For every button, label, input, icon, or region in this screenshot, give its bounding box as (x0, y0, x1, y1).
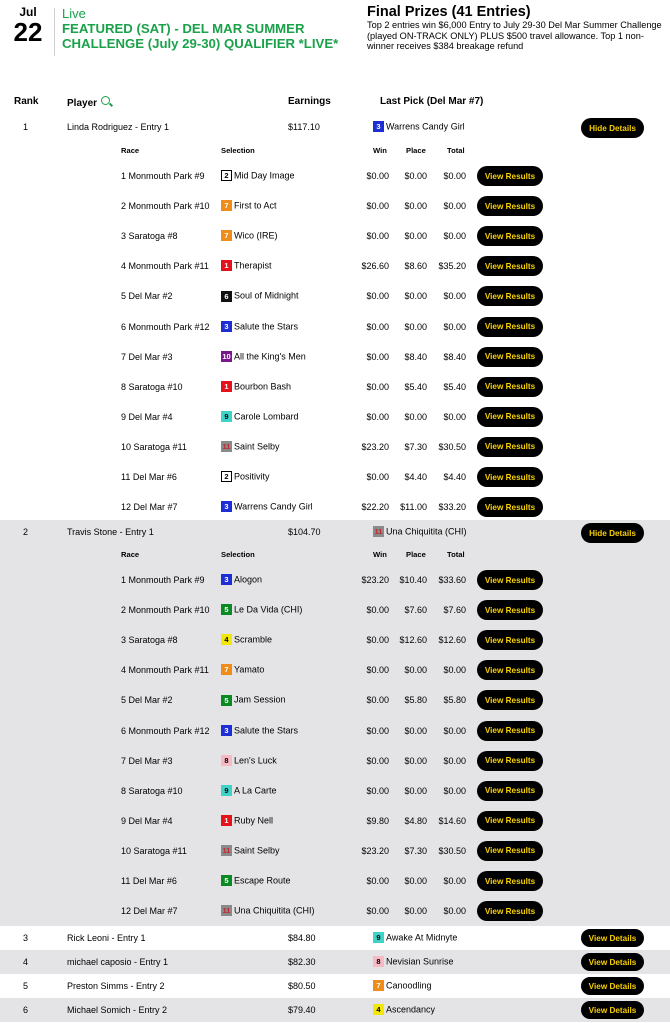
race-win: $0.00 (366, 381, 389, 392)
race-win: $0.00 (366, 906, 389, 917)
last-pick-horse: Canoodling (386, 980, 432, 991)
selection-horse: Saint Selby (234, 441, 280, 452)
race-win: $26.60 (361, 261, 389, 272)
program-number-badge: 7 (221, 200, 232, 211)
program-number-badge: 7 (373, 980, 384, 991)
date-day: 22 (13, 17, 43, 47)
race-selection (221, 664, 264, 675)
view-results-button[interactable]: View Results (477, 256, 543, 276)
win-subheader: Win (373, 146, 387, 155)
race-selection (221, 694, 286, 705)
entry-rank: 6 (23, 1005, 29, 1015)
view-results-button[interactable]: View Results (477, 286, 543, 306)
view-details-button[interactable]: View Details (581, 953, 644, 971)
program-number-badge: 1 (221, 260, 232, 271)
view-results-button[interactable]: View Results (477, 437, 543, 457)
selection-horse: Le Da Vida (CHI) (234, 604, 303, 615)
selection-horse: Escape Route (234, 875, 291, 886)
race-win: $0.00 (366, 725, 389, 736)
selection-horse: Warrens Candy Girl (234, 501, 313, 512)
race-place: $7.30 (404, 845, 427, 856)
race-total: $35.20 (438, 261, 466, 272)
view-details-button[interactable]: View Details (581, 977, 644, 995)
program-number-badge: 9 (221, 785, 232, 796)
entry-earnings: $104.70 (288, 527, 321, 537)
search-icon[interactable] (101, 96, 110, 105)
entry-row (0, 926, 670, 950)
race-win: $22.20 (361, 502, 389, 513)
race-name: 4 Monmouth Park #11 (121, 261, 209, 272)
race-selection (221, 725, 298, 736)
last-pick-horse: Awake At Midnyte (386, 932, 458, 943)
race-name: 4 Monmouth Park #11 (121, 665, 209, 676)
program-number-badge: 9 (373, 932, 384, 943)
entry-last-pick (373, 956, 454, 967)
selection-horse: Alogon (234, 574, 263, 585)
program-number-badge: 5 (221, 695, 232, 706)
program-number-badge: 11 (222, 846, 231, 856)
entry-earnings: $80.50 (288, 981, 316, 991)
race-win: $0.00 (366, 411, 389, 422)
program-number-badge: 7 (221, 664, 232, 675)
race-place: $0.00 (404, 785, 427, 796)
race-total: $0.00 (443, 171, 466, 181)
race-name: 10 Saratoga #11 (121, 441, 187, 452)
race-total: $4.40 (443, 472, 466, 482)
race-place: $0.00 (404, 876, 427, 886)
race-place: $5.80 (404, 695, 427, 706)
prizes-description: Top 2 entries win $6,000 Entry to July 29-30 Del Mar Summer Challenge (played ON-TRACK ONLY) PLUS $500 travel allowance. Top 1 non-winner receives $384 breakage refund (367, 20, 662, 51)
view-results-button[interactable]: View Results (477, 166, 543, 186)
view-results-button[interactable]: View Results (477, 630, 543, 650)
race-name: 3 Saratoga #8 (121, 635, 178, 646)
selection-horse: Saint Selby (234, 845, 280, 856)
entry-last-pick (373, 980, 432, 991)
view-results-button[interactable]: View Results (477, 901, 543, 921)
race-win: $0.00 (366, 171, 389, 181)
program-number-badge: 4 (221, 634, 232, 645)
race-name: 12 Del Mar #7 (121, 502, 178, 513)
selection-horse: Yamato (234, 664, 265, 675)
entry-block (0, 520, 670, 926)
selection-horse: Mid Day Image (234, 170, 295, 181)
race-total: $0.00 (443, 785, 466, 796)
view-results-button[interactable]: View Results (477, 600, 543, 620)
race-selection (221, 574, 262, 585)
program-number-badge: 3 (221, 501, 232, 512)
race-name: 5 Del Mar #2 (121, 291, 173, 302)
race-name: 2 Monmouth Park #10 (121, 201, 210, 212)
race-place: $0.00 (404, 411, 427, 422)
race-win: $0.00 (366, 605, 389, 616)
race-subheader: Race (121, 550, 140, 559)
program-number-badge: 2 (221, 471, 232, 482)
view-results-button[interactable]: View Results (477, 660, 543, 680)
race-total: $5.40 (443, 381, 466, 392)
entry-rank: 5 (23, 981, 29, 991)
entry-player-name[interactable]: Travis Stone - Entry 1 (67, 527, 154, 537)
program-number-badge: 11 (374, 527, 383, 537)
race-name: 7 Del Mar #3 (121, 351, 173, 362)
entry-player-name[interactable]: Preston Simms - Entry 2 (67, 981, 165, 991)
entry-earnings: $84.80 (288, 933, 316, 943)
race-total: $0.00 (443, 201, 466, 212)
race-name: 6 Monmouth Park #12 (121, 725, 210, 736)
race-name: 11 Del Mar #6 (121, 876, 177, 886)
race-win: $0.00 (366, 665, 389, 676)
race-name: 5 Del Mar #2 (121, 695, 173, 706)
last-pick-column-header: Last Pick (Del Mar #7) (380, 96, 484, 107)
race-selection (221, 845, 280, 856)
race-name: 3 Saratoga #8 (121, 231, 178, 242)
race-name: 10 Saratoga #11 (121, 845, 187, 856)
selection-horse: Una Chiquitita (CHI) (234, 905, 315, 916)
race-total: $0.00 (443, 906, 466, 917)
race-win: $9.80 (366, 815, 389, 826)
selection-subheader: Selection (221, 146, 255, 155)
race-total: $0.00 (443, 291, 466, 302)
race-selection (221, 501, 313, 512)
program-number-badge: 10 (222, 351, 231, 361)
program-number-badge: 3 (221, 725, 232, 736)
race-selection (221, 604, 302, 615)
race-win: $0.00 (366, 472, 389, 482)
entry-earnings: $82.30 (288, 957, 316, 967)
race-selection (221, 321, 298, 332)
race-place: $8.40 (404, 351, 427, 362)
race-win: $23.20 (361, 845, 389, 856)
race-place: $0.00 (404, 201, 427, 212)
race-selection (221, 200, 277, 211)
view-results-button[interactable]: View Results (477, 811, 543, 831)
race-selection (221, 471, 270, 482)
race-total: $30.50 (438, 441, 466, 452)
race-name: 9 Del Mar #4 (121, 411, 173, 422)
race-name: 9 Del Mar #4 (121, 815, 173, 826)
race-selection (221, 875, 291, 886)
race-total: $0.00 (443, 321, 466, 332)
selection-horse: First to Act (234, 200, 277, 211)
view-results-button[interactable]: View Results (477, 407, 543, 427)
race-total: $5.80 (443, 695, 466, 706)
program-number-badge: 11 (222, 442, 231, 452)
entry-player-name[interactable]: Rick Leoni - Entry 1 (67, 933, 146, 943)
program-number-badge: 6 (221, 291, 232, 302)
entry-rank: 1 (23, 122, 29, 132)
race-place: $7.30 (404, 441, 427, 452)
program-number-badge: 8 (373, 956, 384, 967)
race-selection (221, 755, 277, 766)
race-win: $23.20 (361, 575, 389, 585)
total-subheader: Total (447, 550, 465, 559)
race-selection (221, 634, 272, 645)
program-number-badge: 5 (221, 604, 232, 615)
last-pick-horse: Ascendancy (386, 1004, 436, 1015)
event-status: Live (62, 6, 86, 21)
race-total: $7.60 (443, 605, 466, 616)
program-number-badge: 1 (221, 381, 232, 392)
race-selection (221, 230, 278, 241)
race-win: $0.00 (366, 231, 389, 242)
race-place: $0.00 (404, 725, 427, 736)
race-total: $8.40 (443, 351, 466, 362)
event-title: FEATURED (SAT) - DEL MAR SUMMER CHALLENGE (July 29-30) QUALIFIER *LIVE* (62, 21, 339, 51)
entry-player-name[interactable]: Linda Rodriguez - Entry 1 (67, 122, 170, 132)
race-win: $0.00 (366, 635, 389, 646)
view-results-button[interactable]: View Results (477, 347, 543, 367)
selection-horse: Len's Luck (234, 755, 277, 766)
race-name: 1 Monmouth Park #9 (121, 171, 205, 181)
race-win: $0.00 (366, 321, 389, 332)
race-subheader: Race (121, 146, 140, 155)
program-number-badge: 7 (221, 230, 232, 241)
race-total: $0.00 (443, 231, 466, 242)
race-win: $23.20 (361, 441, 389, 452)
view-details-button[interactable]: View Details (581, 929, 644, 947)
race-place: $7.60 (404, 605, 427, 616)
race-place: $0.00 (404, 755, 427, 766)
race-win: $0.00 (366, 785, 389, 796)
last-pick-horse: Una Chiquitita (CHI) (386, 526, 467, 537)
race-place: $4.40 (404, 472, 427, 482)
prizes-info (367, 4, 667, 52)
hide-details-button[interactable]: Hide Details (581, 118, 644, 138)
race-total: $14.60 (438, 815, 466, 826)
selection-horse: Therapist (234, 260, 272, 271)
last-pick-horse: Nevisian Sunrise (386, 956, 454, 967)
player-column-label: Player (67, 98, 98, 109)
program-number-badge: 4 (373, 1004, 384, 1015)
entry-row (0, 950, 670, 974)
program-number-badge: 1 (221, 815, 232, 826)
entry-last-pick (373, 932, 457, 943)
race-place: $4.80 (404, 815, 427, 826)
view-results-button[interactable]: View Results (477, 226, 543, 246)
entry-rank: 3 (23, 933, 29, 943)
entry-rank: 2 (23, 527, 29, 537)
selection-horse: Wico (IRE) (234, 230, 278, 241)
race-place: $0.00 (404, 665, 427, 676)
race-win: $0.00 (366, 755, 389, 766)
race-name: 8 Saratoga #10 (121, 381, 183, 392)
race-total: $0.00 (443, 755, 466, 766)
race-name: 6 Monmouth Park #12 (121, 321, 210, 332)
view-results-button[interactable]: View Results (477, 317, 543, 337)
view-results-button[interactable]: View Results (477, 721, 543, 741)
selection-horse: Carole Lombard (234, 411, 299, 422)
entry-player-name[interactable]: michael caposio - Entry 1 (67, 957, 169, 967)
entry-last-pick (373, 526, 467, 537)
race-total: $0.00 (443, 665, 466, 676)
header-divider (54, 8, 55, 56)
selection-subheader: Selection (221, 550, 255, 559)
view-results-button[interactable]: View Results (477, 377, 543, 397)
selection-horse: Positivity (234, 471, 270, 482)
entry-player-name[interactable]: Michael Somich - Entry 2 (67, 1005, 168, 1015)
contest-header (0, 0, 670, 70)
view-results-button[interactable]: View Results (477, 841, 543, 861)
last-pick-horse: Warrens Candy Girl (386, 121, 465, 132)
race-place: $0.00 (404, 231, 427, 242)
race-total: $0.00 (443, 411, 466, 422)
race-win: $0.00 (366, 291, 389, 302)
view-results-button[interactable]: View Results (477, 497, 543, 517)
race-total: $33.60 (438, 575, 466, 585)
date-month: Jul (19, 5, 37, 19)
place-subheader: Place (406, 550, 426, 559)
race-total: $0.00 (443, 725, 466, 736)
race-name: 11 Del Mar #6 (121, 472, 177, 482)
race-total: $0.00 (443, 876, 466, 886)
entry-row (0, 998, 670, 1022)
race-selection (221, 381, 291, 392)
race-selection (221, 411, 299, 422)
win-subheader: Win (373, 550, 387, 559)
race-name: 1 Monmouth Park #9 (121, 575, 205, 585)
race-selection (221, 351, 306, 362)
entry-row (0, 974, 670, 998)
selection-horse: Ruby Nell (234, 815, 274, 826)
race-name: 12 Del Mar #7 (121, 906, 178, 917)
race-name: 7 Del Mar #3 (121, 755, 173, 766)
race-total: $33.20 (438, 502, 466, 513)
race-win: $0.00 (366, 351, 389, 362)
entry-earnings: $79.40 (288, 1005, 316, 1015)
race-selection (221, 260, 272, 271)
race-win: $0.00 (366, 695, 389, 706)
selection-horse: All the King's Men (234, 351, 306, 362)
race-selection (221, 905, 315, 916)
view-details-button[interactable]: View Details (581, 1001, 644, 1019)
selection-horse: Salute the Stars (234, 321, 299, 332)
view-results-button[interactable]: View Results (477, 196, 543, 216)
view-results-button[interactable]: View Results (477, 781, 543, 801)
race-selection (221, 170, 295, 181)
race-total: $30.50 (438, 845, 466, 856)
view-results-button[interactable]: View Results (477, 690, 543, 710)
entry-last-pick (373, 121, 465, 132)
race-place: $8.60 (404, 261, 427, 272)
selection-horse: Salute the Stars (234, 725, 299, 736)
selection-horse: A La Carte (234, 785, 277, 796)
entry-block (0, 113, 670, 520)
race-place: $11.00 (400, 502, 427, 513)
entry-rank: 4 (23, 957, 29, 967)
contest-date (10, 5, 46, 45)
program-number-badge: 5 (221, 875, 232, 886)
view-results-button[interactable]: View Results (477, 570, 543, 590)
program-number-badge: 9 (221, 411, 232, 422)
race-total: $12.60 (438, 635, 466, 646)
selection-horse: Soul of Midnight (234, 291, 299, 302)
player-column-header[interactable] (67, 96, 110, 109)
event-info (62, 6, 362, 51)
entry-earnings: $117.10 (288, 122, 320, 132)
selection-horse: Bourbon Bash (234, 381, 292, 392)
total-subheader: Total (447, 146, 465, 155)
program-number-badge: 2 (221, 170, 232, 181)
race-place: $0.00 (404, 906, 427, 917)
race-win: $0.00 (366, 876, 389, 886)
program-number-badge: 3 (373, 121, 384, 132)
program-number-badge: 8 (221, 755, 232, 766)
program-number-badge: 3 (221, 574, 232, 585)
selection-horse: Scramble (234, 634, 273, 645)
race-place: $0.00 (404, 291, 427, 302)
selection-horse: Jam Session (234, 695, 286, 706)
race-place: $0.00 (404, 321, 427, 332)
view-results-button[interactable]: View Results (477, 751, 543, 771)
hide-details-button[interactable]: Hide Details (581, 523, 644, 543)
view-results-button[interactable]: View Results (477, 467, 543, 487)
prizes-title: Final Prizes (41 Entries) (367, 4, 531, 20)
program-number-badge: 11 (222, 906, 231, 916)
program-number-badge: 3 (221, 321, 232, 332)
race-selection (221, 290, 299, 301)
race-name: 8 Saratoga #10 (121, 785, 183, 796)
entry-last-pick (373, 1004, 435, 1015)
race-place: $0.00 (404, 171, 427, 181)
race-place: $12.60 (399, 635, 427, 646)
race-selection (221, 785, 277, 796)
race-win: $0.00 (366, 201, 389, 212)
race-place: $5.40 (404, 381, 427, 392)
place-subheader: Place (406, 146, 426, 155)
race-name: 2 Monmouth Park #10 (121, 605, 210, 616)
race-selection (221, 815, 273, 826)
race-place: $10.40 (399, 575, 427, 585)
view-results-button[interactable]: View Results (477, 871, 543, 891)
rank-column-header: Rank (14, 96, 39, 107)
race-selection (221, 441, 280, 452)
earnings-column-header: Earnings (288, 96, 331, 107)
